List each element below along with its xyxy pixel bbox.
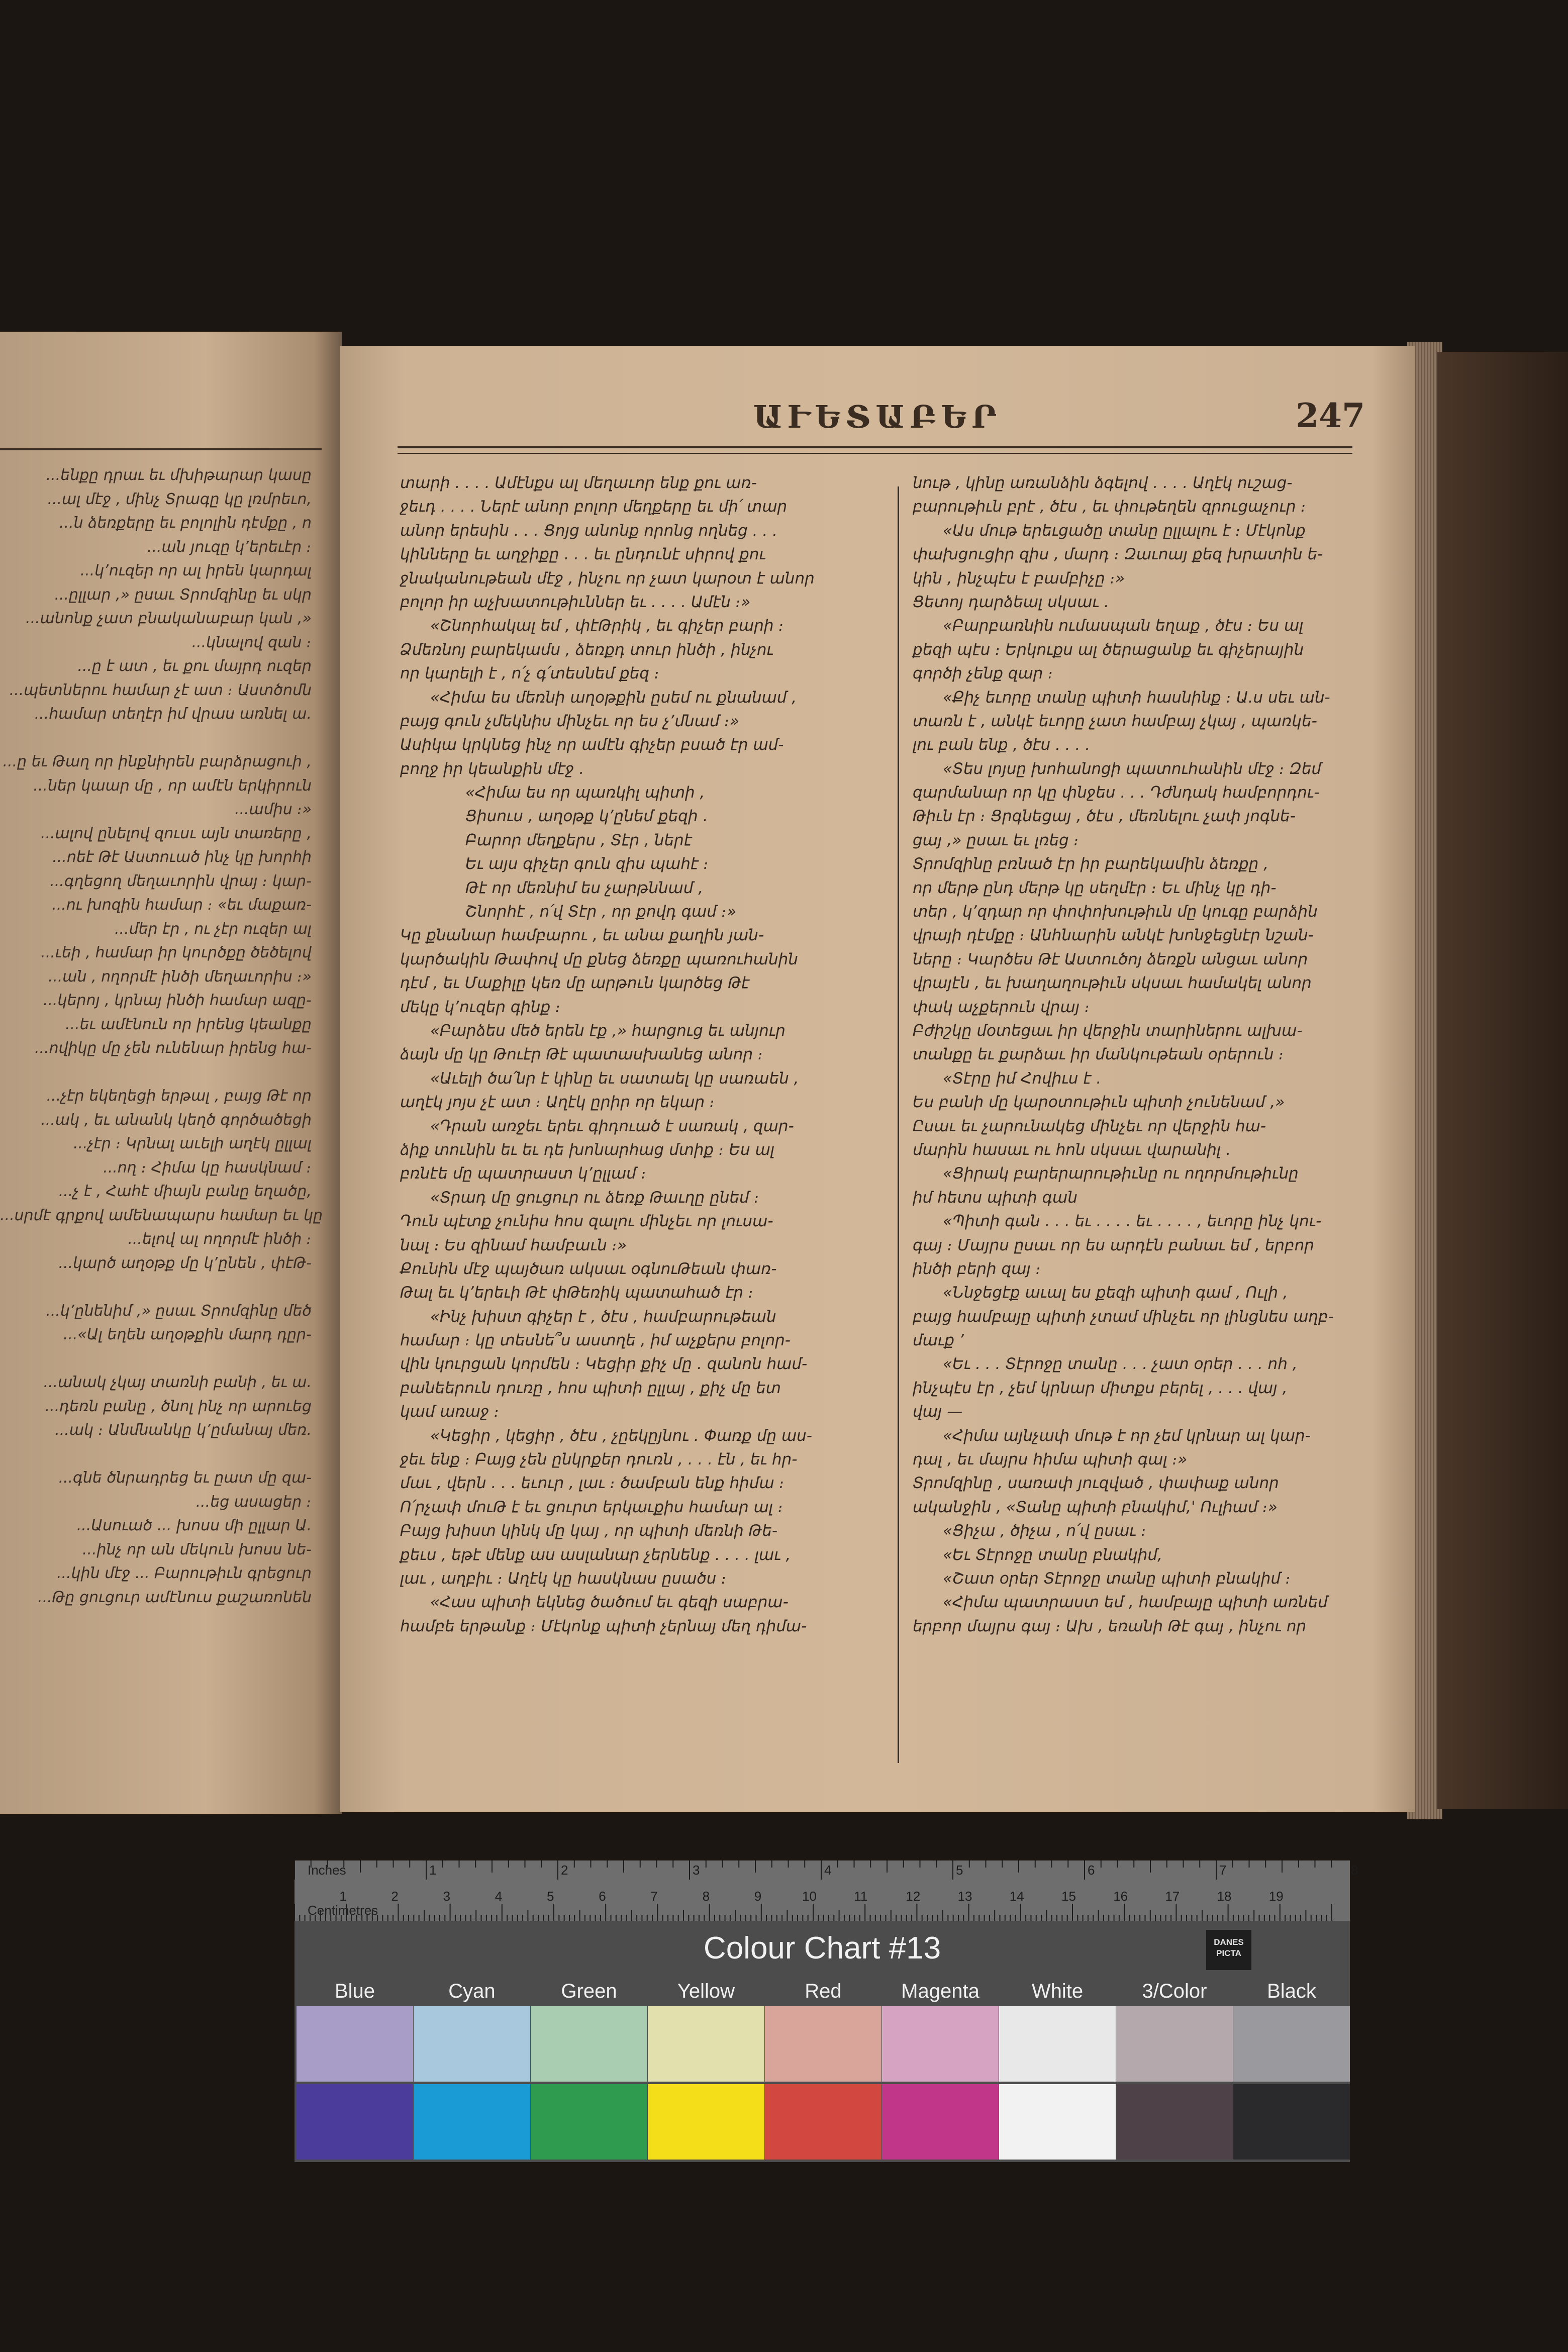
previous-page-line: ...կ՚ուզեր որ ալ իրեն կարդալ — [80, 562, 312, 579]
previous-page-line: ...չէր ։ Կրնալ աւելի աղէկ ըլլալ — [73, 1135, 312, 1152]
text-line: Տրոմզինը բռնած էր իր բարեկամին ձեռքը , — [913, 855, 1269, 873]
previous-page-line: ...ը է ատ , եւ քու մայրդ ուզեր — [77, 657, 312, 675]
colour-patch-saturated — [648, 2084, 764, 2160]
colour-patch-saturated — [999, 2084, 1116, 2160]
colour-label: Black — [1267, 1980, 1316, 2002]
colour-patch-light — [1233, 2006, 1350, 2082]
page-number: 247 — [1296, 396, 1365, 435]
inch-number: 2 — [561, 1863, 568, 1878]
colour-patch-saturated — [1116, 2084, 1233, 2160]
previous-page-line: ...ը եւ Թաղ որ ինքնիրեն բարձրացուի , — [3, 753, 312, 770]
previous-page-line: ...ակ , եւ անանկ կեղծ գործածեցի — [41, 1111, 312, 1129]
text-line: նալ ։ Ես զինամ համբաւն ։» — [400, 1236, 627, 1254]
text-line: ները ։ Կարծես Թէ Աստուծոյ ձեռքն անցաւ անոր — [913, 950, 1308, 968]
colour-patch-saturated — [765, 2084, 881, 2160]
previous-page-line: ...պետներու համար չէ ատ ։ Աստծոմն — [9, 681, 312, 699]
text-line: «Ինչ խիստ գիչեր է , ծէս , համբարութեան — [430, 1307, 776, 1326]
text-line: «Շնորհակալ եմ , փէԹրիկ , եւ գիչեր բարի ։ — [430, 617, 784, 635]
cm-number: 17 — [1165, 1889, 1180, 1904]
text-line: Շնորհէ , ո՛վ Տէր , որ քովդ գամ ։» — [465, 903, 737, 921]
text-column-left — [400, 471, 883, 1638]
text-line: «Ցիրակ բարերարութիւնը ու ողորմութիւնը — [943, 1164, 1299, 1183]
ruler-inches-label: Inches — [308, 1863, 346, 1878]
previous-page-line: ...գղեցող մեղաւորին վրայ ։ կար- — [50, 872, 312, 890]
previous-page-line: ...ալ մէջ , մինչ Տրագը կը լռմրեւո, — [47, 490, 312, 508]
text-line: որ կարելի է , ո՛չ գ՛տեսնեմ քեզ ։ — [400, 664, 660, 683]
previous-page-line: ...ու խոզին համար ։ «եւ մաքառ- — [52, 896, 312, 914]
previous-page-line: ...Թը ցուցուր ամէնուս քաշառոնեն — [38, 1588, 312, 1606]
colour-patch-light — [648, 2006, 764, 2082]
text-line: համար ։ կը տեսնե՞ս աստղե , իմ աչքերս բոլոր- — [400, 1331, 791, 1350]
text-line: աղէկ յոյս չէ ատ ։ Աղէկ ըրիր որ եկար ։ — [400, 1093, 715, 1112]
colour-patch-light — [999, 2006, 1116, 2082]
text-line: «Հիմա ես մեռնի աղօթքին ըսեմ ու քնանամ , — [430, 688, 797, 707]
text-line: Թիւն էր ։ Ցրգնեցայ , ծէս , մեռնելու չափ յոգնե- — [913, 807, 1296, 826]
text-line: «Եւ Տէրոջը տանը բնակիմ, — [943, 1545, 1162, 1564]
text-line: «Ցիչա , ծիչա , ո՛վ ըսաւ ։ — [943, 1522, 1147, 1540]
text-line: Ո՛րչափ մուԹ է եւ ցուրտ երկաւքիս համար ալ ։ — [400, 1498, 783, 1516]
cm-number: 9 — [754, 1889, 762, 1904]
book-cover — [1437, 352, 1568, 1809]
text-line: մեկը կ՚ուզեր գինք ։ — [400, 998, 561, 1016]
text-line: մարին հասաւ ու հոն սկսաւ վարանիլ ․ — [913, 1140, 1231, 1159]
text-line: քեզի պէս ։ Երկուքս ալ ծերացանք եւ գիչերային — [913, 640, 1304, 659]
colour-label: Red — [805, 1980, 842, 2002]
text-line: վին կուրցան կորմեն ։ Կեցիր քիչ մը ․ զանոն համ- — [400, 1355, 808, 1374]
text-line: «Աւելի ծա՛նր է կինը եւ սատաել կը սառաեն , — [430, 1069, 799, 1088]
text-line: ձիք տունին եւ եւ դե խոնարհաց մտիք ։ Ես ալ — [400, 1140, 775, 1159]
previous-page-line: ...համար տեղէր իմ վրաս առնել ա. — [34, 705, 312, 723]
text-line: Ասիկա կրկնեց ինչ որ ամէն գիչեր բսած էր ամ- — [400, 736, 784, 754]
cm-number: 10 — [802, 1889, 817, 1904]
cm-number: 16 — [1113, 1889, 1128, 1904]
inch-number: 8 — [1351, 1863, 1358, 1878]
previous-page-line: ...անոնք չատ բնականաբար կան ,» — [26, 610, 312, 627]
previous-page-line — [0, 1347, 312, 1371]
text-line: «Հիմա ես որ պառկիլ պիտի , — [465, 783, 705, 802]
colour-label: Magenta — [901, 1980, 979, 2002]
text-line: «Տես լոյսը խոհանոցի պատուհանին մէջ ։ Զեմ — [943, 759, 1321, 778]
text-line: ձայն մը կը Թուէր Թէ պատասխանեց անոր ։ — [400, 1045, 763, 1064]
previous-page-line: ...Ասուած ... խոսս մի ըլլար Ա. — [76, 1517, 312, 1534]
cm-number: 15 — [1061, 1889, 1076, 1904]
current-page — [340, 346, 1415, 1812]
previous-page-line: ...կարծ աղօթք մը կ՚ընեն , փէԹ- — [58, 1254, 312, 1272]
text-line: մաւ , վերն . . . եւուր , լաւ ։ ծամբան ենք հիմա ։ — [400, 1474, 785, 1493]
column-divider — [898, 486, 899, 1763]
text-line: «Դրան առջեւ երեւ գիդուած է սառակ , զար- — [430, 1117, 794, 1135]
cm-number: 6 — [599, 1889, 606, 1904]
text-line: Կը քնանար համբարու , եւ անա քաղին յան- — [400, 926, 764, 945]
text-line: «Կեցիր , կեցիր , ծէս , չըեկըյնու ․ Փառք մը աս- — [430, 1426, 813, 1445]
text-line: «Բարբառնին ումասպան եղաք , ծէս ։ Ես ալ — [943, 617, 1304, 635]
text-line: կարծակին Թափով մը քնեց ձեռքը պառուհանին — [400, 950, 798, 968]
colour-patch-saturated — [297, 2084, 413, 2160]
text-line: բողջ իր կեանքին մէջ ․ — [400, 759, 584, 778]
previous-page-line — [0, 1275, 312, 1299]
previous-page-text — [0, 463, 323, 1609]
text-line: Ձմեռնոյ բարեկամս , ձեռքդ տուր ինծի , ինչու — [400, 640, 774, 659]
text-line: փակ աչքերուն վրայ ։ — [913, 998, 1090, 1016]
text-line: համբե երթանք ։ Մէկոնք պիտի չերնայ մեղ դիմա- — [400, 1617, 807, 1635]
text-line: Տրոմզինը , սառափ յուզված , փափաք անոր — [913, 1474, 1279, 1493]
previous-page-line: ...ող ։ Հիմա կը հասկնամ ։ — [103, 1158, 312, 1177]
previous-page-line: ...եւ ամէնուն որ իրենց կեանքը — [65, 1015, 312, 1033]
colour-label: Yellow — [677, 1980, 735, 2002]
text-line: Բարոր մեղքերս , Տէր , ներէ — [465, 831, 692, 849]
text-line: վայ — — [913, 1403, 963, 1421]
colour-chart — [295, 1860, 1358, 2162]
text-line: «Հիմա պատրաստ եմ , համբայը պիտի առնեմ — [943, 1593, 1328, 1612]
text-line: բոլոր իր աչխատութիւններ եւ . . . . Ամէն ։» — [400, 593, 751, 611]
colour-label: Blue — [334, 1980, 375, 2002]
text-line: որ մերթ ընդ մերթ կը սեղմէր ։ Եւ մինչ կը դի- — [913, 878, 1277, 897]
text-line: Ցիսուս , աղօթք կ՚ընեմ քեզի ․ — [465, 807, 708, 826]
cm-number: 8 — [702, 1889, 710, 1904]
text-line: Քունին մէջ պայծառ ակսաւ օգնուԹեան փառ- — [400, 1259, 777, 1278]
colour-patches — [295, 2006, 1350, 2162]
text-line: ջնականութեան մէջ , ինչու որ չատ կարօտ է անոր — [400, 569, 815, 587]
text-line: բանեերուն դուռը , հոս պիտի ըլլայ , քիչ մը ետ — [400, 1379, 781, 1397]
previous-page-line: ...կ՚ընենիմ ,» ըսաւ Տրոմզինը մեծ — [46, 1302, 312, 1320]
chart-title: Colour Chart #13 — [703, 1931, 941, 1966]
previous-page-line: ...«Ալ եղեն աղօթքին մարդ դըր- — [63, 1326, 312, 1343]
previous-page-line — [0, 726, 312, 750]
previous-page-line: ...անակ չկայ տառնի բանի , եւ ա. — [43, 1374, 312, 1391]
previous-page-line: ...կին մէջ ... Բարութիւն գրեցուր — [57, 1564, 312, 1582]
colour-patch-saturated — [414, 2084, 530, 2160]
text-line: ականջին , «Տանը պիտի բնակիմ,' Ուլիամ ։» — [913, 1498, 1278, 1516]
inch-number: 5 — [956, 1863, 963, 1878]
text-line: մաւք ՚ — [913, 1331, 964, 1350]
text-line: Թէ որ մեռնիմ ես չարթննամ , — [465, 878, 704, 897]
previous-page-line: ...մեր էր , ու չէր ուզեր ալ — [115, 920, 312, 938]
previous-page-line: ...չէր եկեղեցի երթալ , բայց Թէ որ — [46, 1087, 312, 1105]
previous-page-line: ...ն ձեռքերը եւ բոլոլին դէմքը , ո — [59, 514, 312, 532]
cm-number: 14 — [1009, 1889, 1024, 1904]
cm-number: 5 — [547, 1889, 554, 1904]
text-line: վրայէն , եւ խաղաղութիւն սկսաւ համակել անոր — [913, 974, 1312, 993]
text-line: վրայի դէմքը ։ Անհնարին անկէ խոնջեցնէր նշան- — [913, 926, 1314, 945]
text-line: գայ ։ Մայրս ըսաւ որ ես արդէն բանաւ եմ , երբոր — [913, 1236, 1314, 1254]
ruler-centimetres-label: Centimetres — [308, 1903, 378, 1918]
text-line: կին , ինչպէս է բամբիչը ։» — [913, 569, 1125, 587]
text-line: Դուն պէտք չունիս հոս զալու մինչեւ որ լուսա- — [400, 1212, 773, 1231]
brand-logo: DANES PICTA — [1206, 1930, 1251, 1970]
previous-page-line — [0, 1060, 312, 1085]
previous-page-line: ...ովիկը մը չեն ունենար իրենց հա- — [34, 1039, 312, 1057]
text-line: իմ հետս պիտի գան — [913, 1188, 1077, 1207]
previous-page-line: ...ան , ողորմէ ինծի մեղաւորիս ։» — [48, 967, 312, 986]
text-line: ցայ ,» ըսաւ եւ լռեց ։ — [913, 831, 1080, 849]
measuring-ruler — [295, 1860, 1358, 1921]
previous-page-line: ...եց ասացեր ։ — [195, 1493, 312, 1511]
text-line: նութ , կինը առանձին ձգելով . . . . Աղէկ ուշաց- — [913, 474, 1293, 492]
colour-patch-light — [765, 2006, 881, 2082]
text-line: տառն է , անկէ եւորը չատ համբայ չկայ , պառկե- — [913, 712, 1317, 730]
text-line: Բժիշկը մօտեցաւ իր վերջին տարիներու ալխա- — [913, 1021, 1303, 1040]
text-line: բայց գուն չմեկնիս մինչեւ որ ես չ՚մնամ ։» — [400, 712, 739, 730]
colour-patch-light — [882, 2006, 999, 2082]
inch-number: 7 — [1219, 1863, 1227, 1878]
text-line: կինները եւ աղջիքը . . . եւ ընդունէ սիրով քու — [400, 545, 766, 564]
text-line: Եւ այս գիչեր գուն զիս պահէ ։ — [465, 855, 709, 873]
text-line: Ըսաւ եւ չարունակեց մինչեւ որ վերջին հա- — [913, 1117, 1266, 1135]
text-line: տեր , կ՚զդար որ փոփոխութիւն մը կուգը բարձին — [913, 903, 1318, 921]
cm-number: 4 — [495, 1889, 503, 1904]
text-line: բարութիւն բրէ , ծէս , եւ փութեղեն զրուցաչուր ։ — [913, 498, 1306, 516]
colour-label: White — [1031, 1980, 1084, 2002]
text-line: «Հաս պիտի եկնեց ծածում եւ գեզի սաբրա- — [430, 1593, 789, 1612]
text-line: դալ , եւ մայրս հիմա պիտի գալ ։» — [913, 1450, 1188, 1469]
cm-number: 11 — [854, 1889, 868, 1904]
cm-number: 3 — [443, 1889, 451, 1904]
inch-number: 1 — [429, 1863, 437, 1878]
cm-number: 19 — [1268, 1889, 1284, 1904]
text-line: լաւ , աղբիւ ։ Աղէկ կը հասկնաս ըսածս ։ — [400, 1569, 727, 1588]
previous-page-line: ...կնալով զան ։ — [191, 633, 312, 651]
text-line: Ցետոյ դարձեալ սկսաւ . — [913, 593, 1109, 611]
text-line: բայց համբայը պիտի չտամ մինչեւ որ լինցնես աղբ- — [913, 1307, 1334, 1326]
text-line: ջեւ ենք ։ Բայց չեն ընկրքեր դուռն , . . . էն , եւ հր- — [400, 1450, 798, 1469]
previous-page-line: ...ամիս ։» — [234, 801, 312, 818]
text-line: տանքը եւ քարձաւ իր մանկութեան օրերուն ։ — [913, 1045, 1284, 1064]
previous-page-line: ...դեռն բանը , ծնոլ ինչ որ արուեց — [45, 1397, 312, 1415]
text-line: «Տրադ մը ցուցուր ու ձեռք Թաւղը ընեմ ։ — [430, 1188, 759, 1207]
cm-number: 2 — [391, 1889, 399, 1904]
previous-page-line: ...կերոյ , կրնայ ինծի համար ազը- — [43, 992, 312, 1009]
text-line: զարմանար որ կը փնջես . . . Դժնդակ համբորդու- — [913, 783, 1320, 802]
text-line: բռնէե մը պատրաստ կ՚ըլլամ ։ — [400, 1164, 647, 1183]
text-line: «Եւ . . . Տէրոջը տանը . . . չատ օրեր . . . ոհ , — [943, 1355, 1298, 1374]
text-line: տարի . . . . Ամէնքս ալ մեղաւոր ենք քու առ- — [400, 474, 757, 492]
colour-label: 3/Color — [1142, 1980, 1207, 2002]
previous-page-line: ...ակ ։ Անմնանկը կ՚ըմանայ մեռ. — [55, 1421, 312, 1439]
text-line: անոր երեսին . . . Ցոյց անոնք որոնց ողնեց . . . — [400, 521, 777, 540]
text-line: «Շատ օրեր Տէրոջը տանը պիտի բնակիմ ։ — [943, 1569, 1291, 1588]
cm-number: 12 — [906, 1889, 921, 1904]
cm-number: 1 — [339, 1889, 347, 1904]
previous-page-rule — [0, 448, 322, 450]
colour-labels — [295, 1976, 1350, 2006]
previous-page-line: ...ան յուզը կ՚երեւէր ։ — [147, 538, 312, 556]
colour-patch-light — [414, 2006, 530, 2082]
text-line: քեւս , եթէ մենք աս ասլանար չերնենք . . . . լաւ , — [400, 1545, 791, 1564]
text-line: Ես բանի մը կարօտութիւն պիտի չունենամ ,» — [913, 1093, 1285, 1112]
previous-page-line: ...չ է , Հահէ միայն բանը եղածը, — [58, 1183, 312, 1200]
header-rule — [398, 446, 1352, 454]
text-line: ջեւդ . . . . Ներէ անոր բոլոր մեղքերը եւ մի՛ տար — [400, 498, 788, 516]
ruler-ticks — [295, 1860, 1358, 1921]
previous-page-line: ...ներ կաար մը , որ ամէն երկիրուն — [33, 776, 312, 795]
cm-number: 18 — [1217, 1889, 1232, 1904]
colour-patch-saturated — [882, 2084, 999, 2160]
colour-patch-light — [1116, 2006, 1233, 2082]
previous-page-line: ...ինչ որ ան մեկուն խոսս նե- — [82, 1540, 312, 1558]
previous-page-line: ...սրմէ գրքով ամենապարս համար եւ կը — [0, 1206, 323, 1224]
previous-page-line: ...ոեէ Թէ Աստուած ինչ կը խորհի — [52, 848, 312, 866]
inch-number: 6 — [1088, 1863, 1095, 1878]
previous-page-line: ...ելով ալ ողորմէ ինծի ։ — [128, 1230, 312, 1248]
text-line: կամ առաջ ։ — [400, 1403, 500, 1421]
text-line: երբոր մայրս գայ ։ Ախ , եռանի Թէ գայ , ինչու որ — [913, 1617, 1307, 1635]
previous-page-line: ...ւեի , համար իր կուրծքը ծեծելով — [41, 944, 312, 961]
cm-number: 13 — [957, 1889, 972, 1904]
text-line: «Պիտի գան . . . եւ . . . . եւ . . . . , եւորը ինչ կու- — [943, 1212, 1322, 1231]
previous-page-line: ...ենքը դրաւ եւ մխիթարար կասը — [46, 466, 312, 484]
colour-label: Cyan — [448, 1980, 496, 2002]
text-line: ինչպէս էր , չեմ կրնար միտքս բերել , . . . վայ , — [913, 1379, 1288, 1397]
inch-number: 4 — [824, 1863, 832, 1878]
text-line: Բայց խիստ կինկ մը կայ , որ պիտի մեռնի Թե- — [400, 1522, 778, 1540]
colour-patch-saturated — [531, 2084, 647, 2160]
colour-patch-light — [531, 2006, 647, 2082]
inch-number: 3 — [693, 1863, 700, 1878]
text-line: գործի չենք զար ։ — [913, 664, 1053, 683]
previous-page-line — [0, 1442, 312, 1466]
text-line: «Ննջեցէք աւալ ես քեզի պիտի գամ , Ուլի , — [943, 1284, 1288, 1302]
text-line: ինծի բերի զայ ։ — [913, 1259, 1041, 1278]
colour-patch-light — [297, 2006, 413, 2082]
text-line: փախցուցիր զիս , մարդ ։ Զաւոայ քեզ խրատին ե- — [913, 545, 1323, 564]
previous-page — [0, 332, 342, 1814]
text-line: դէմ , եւ Մաքիլը կեռ մը արթուն կարծեց Թէ — [400, 974, 750, 993]
text-line: «Քիչ եւորը տանը պիտի հասնինք ։ Ա.ս սեւ ան- — [943, 688, 1330, 707]
text-line: «Աս մութ երեւցածը տանը ըլլալու է ։ Մէկոնք — [943, 521, 1306, 540]
previous-page-line: ...ըլլար ,» ըսաւ Տրոմզինը եւ սկր — [54, 585, 312, 604]
text-line: Թալ եւ կ՚երեւի Թէ փԹեռիկ պատահած էր ։ — [400, 1284, 754, 1302]
text-column-right — [913, 471, 1395, 1638]
colour-label: Green — [561, 1980, 617, 2002]
previous-page-line: ...գնե ծնրադրեց եւ ըատ մը զա- — [58, 1469, 312, 1487]
text-line: «Տէրը իմ Հովիւս է ․ — [943, 1069, 1102, 1088]
running-head: ԱՒԵՏԱԲԵՐ — [753, 399, 1002, 435]
previous-page-line: ...ալով ընելով զուսւ այն տառերը , — [40, 824, 312, 842]
text-line: «Բարձես մեծ երեն էք ,» հարցուց եւ անյուր — [430, 1021, 786, 1040]
text-line: «Հիմա այնչափ մութ է որ չեմ կրնար ալ կար- — [943, 1426, 1311, 1445]
colour-patch-saturated — [1233, 2084, 1350, 2160]
text-line: լու բան ենք , ծէս . . . . — [913, 736, 1091, 754]
cm-number: 7 — [650, 1889, 658, 1904]
